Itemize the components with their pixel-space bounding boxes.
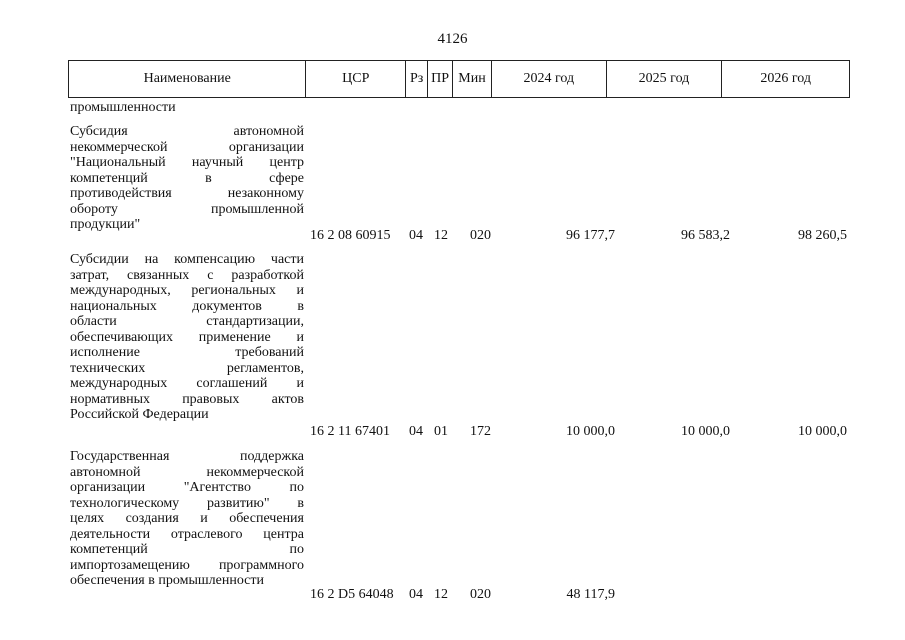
header-2024: 2024 год [492, 61, 607, 97]
row-name-line: Государственная поддержка [70, 449, 304, 464]
row-name-line: продукции" [70, 217, 141, 232]
row-name-line: затрат, связанных с разработкой [70, 267, 304, 283]
row-rz: 04 [409, 228, 423, 243]
row-name-line: компетенций по [70, 542, 304, 557]
header-2025: 2025 год [607, 61, 723, 97]
row-csr: 16 2 08 60915 [310, 228, 391, 243]
row-2024: 10 000,0 [566, 424, 615, 439]
row-min: 020 [470, 228, 491, 243]
row-2026: 10 000,0 [798, 424, 847, 439]
page-number: 4126 [437, 31, 468, 47]
row-name-line: некоммерческой организации [70, 139, 304, 155]
row-name-line: обороту промышленной [70, 201, 304, 217]
row-values [70, 228, 850, 244]
row-name-line: организации "Агентство по [70, 480, 304, 495]
continuation-text: промышленности [70, 100, 176, 115]
row-name-line: противодействия незаконному [70, 186, 304, 201]
row-name-line: целях создания и обеспечения [70, 511, 304, 526]
row-name-line: компетенций в сфере [70, 170, 304, 186]
row-2026: 98 260,5 [798, 228, 847, 243]
header-rz: Рз [406, 61, 428, 97]
row-values [70, 424, 850, 440]
row-rz: 04 [409, 587, 423, 602]
row-name [70, 124, 304, 233]
row-name-line: национальных документов в [70, 298, 304, 314]
row-2025: 10 000,0 [681, 424, 730, 439]
row-name-line: нормативных правовых актов [70, 391, 304, 407]
row-name-line: Российской Федерации [70, 407, 209, 422]
row-name-line: импортозамещению программного [70, 557, 304, 573]
row-csr: 16 2 11 67401 [310, 424, 390, 439]
header-csr: ЦСР [306, 61, 406, 97]
row-name-line: технологическому развитию" в [70, 495, 304, 511]
row-2024: 48 117,9 [566, 587, 615, 602]
row-name-line: Субсидия автономной [70, 124, 304, 139]
row-name-line: обеспечивающих применение и [70, 329, 304, 345]
row-name-line: исполнение требований [70, 345, 304, 360]
row-name-line: Субсидии на компенсацию части [70, 252, 304, 267]
row-pr: 12 [434, 587, 448, 602]
header-name: Наименование [69, 61, 306, 97]
row-2024: 96 177,7 [566, 228, 615, 243]
row-name [70, 252, 304, 423]
row-name-line: "Национальный научный центр [70, 155, 304, 170]
table-header [68, 60, 850, 98]
row-values [70, 587, 850, 603]
row-min: 020 [470, 587, 491, 602]
header-min: Мин [453, 61, 492, 97]
row-min: 172 [470, 424, 491, 439]
row-2025: 96 583,2 [681, 228, 730, 243]
header-pr: ПР [428, 61, 453, 97]
row-csr: 16 2 D5 64048 [310, 587, 394, 602]
row-name-line: технических регламентов, [70, 360, 304, 376]
row-rz: 04 [409, 424, 423, 439]
row-name-line: международных, региональных и [70, 283, 304, 298]
row-name [70, 449, 304, 589]
row-name-line: области стандартизации, [70, 314, 304, 329]
header-2026: 2026 год [760, 71, 811, 86]
row-name-line: обеспечения в промышленности [70, 573, 264, 588]
row-pr: 12 [434, 228, 448, 243]
row-name-line: автономной некоммерческой [70, 464, 304, 480]
row-name-line: международных соглашений и [70, 376, 304, 391]
row-name-line: деятельности отраслевого центра [70, 526, 304, 542]
row-pr: 01 [434, 424, 448, 439]
